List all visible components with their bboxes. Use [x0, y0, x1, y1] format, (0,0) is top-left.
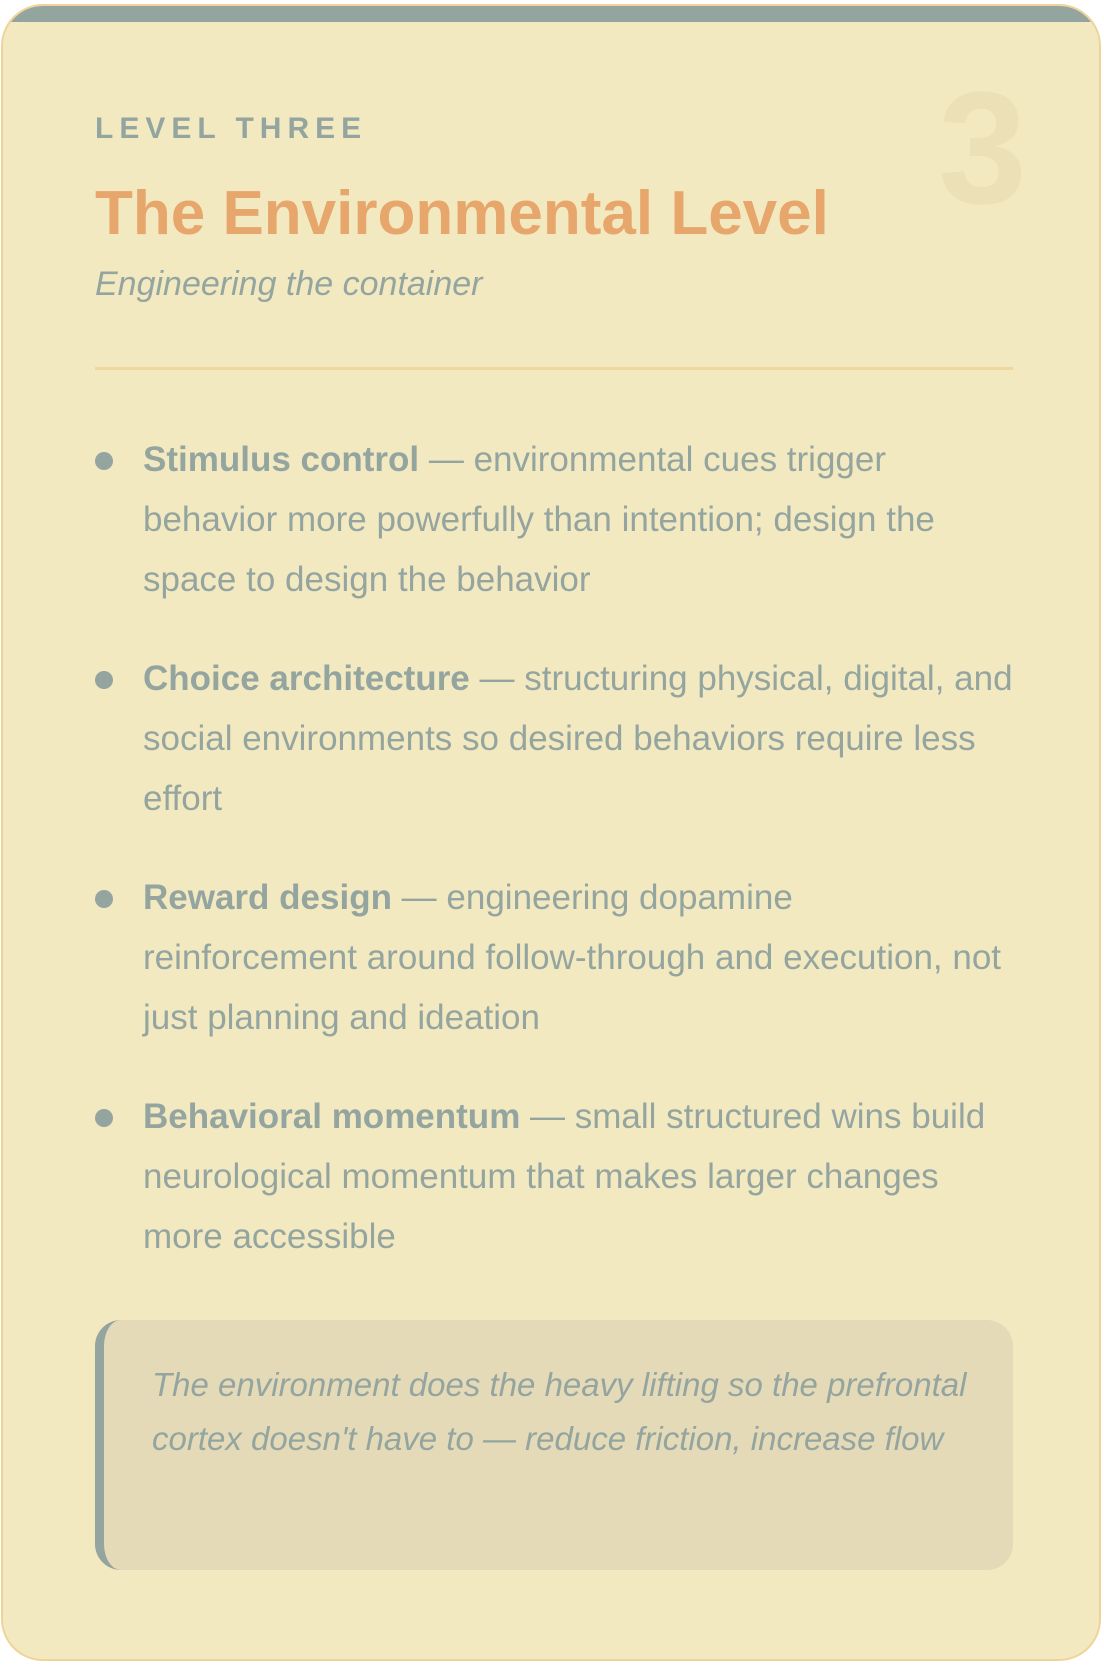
list-item [95, 1087, 1015, 1267]
bullet-dot-icon [95, 890, 113, 908]
bullet-dot-icon [95, 671, 113, 689]
card-subtitle: Engineering the container [95, 265, 483, 303]
card-top-strip [3, 6, 1099, 22]
bullet-term: Reward design [143, 878, 392, 917]
section-divider [95, 367, 1013, 370]
bullet-text: — engineering dopamine reinforcement around follow-through and execution, not just planning and ideation [143, 878, 1002, 1037]
list-item [95, 649, 1015, 829]
bullet-dot-icon [95, 1109, 113, 1127]
level-card [1, 4, 1101, 1661]
bullet-text: — environmental cues trigger behavior more powerfully than intention; design the space to design the behavior [143, 440, 935, 599]
callout-quote: The environment does the heavy lifting so the prefrontal cortex doesn't have to — reduce friction, increase flow [95, 1320, 1013, 1570]
bullet-term: Choice architecture [143, 659, 470, 698]
level-eyebrow: LEVEL THREE [95, 112, 368, 145]
bullet-term: Behavioral momentum [143, 1097, 521, 1136]
bullet-list [95, 430, 1015, 1306]
list-item [95, 868, 1015, 1048]
bullet-text: — small structured wins build neurological momentum that makes larger changes more accessible [143, 1097, 986, 1256]
bullet-text: — structuring physical, digital, and social environments so desired behaviors require less effort [143, 659, 1013, 818]
card-title: The Environmental Level [95, 179, 829, 248]
bullet-term: Stimulus control [143, 440, 420, 479]
level-number-watermark: 3 [938, 58, 1027, 237]
bullet-dot-icon [95, 452, 113, 470]
list-item [95, 430, 1015, 610]
